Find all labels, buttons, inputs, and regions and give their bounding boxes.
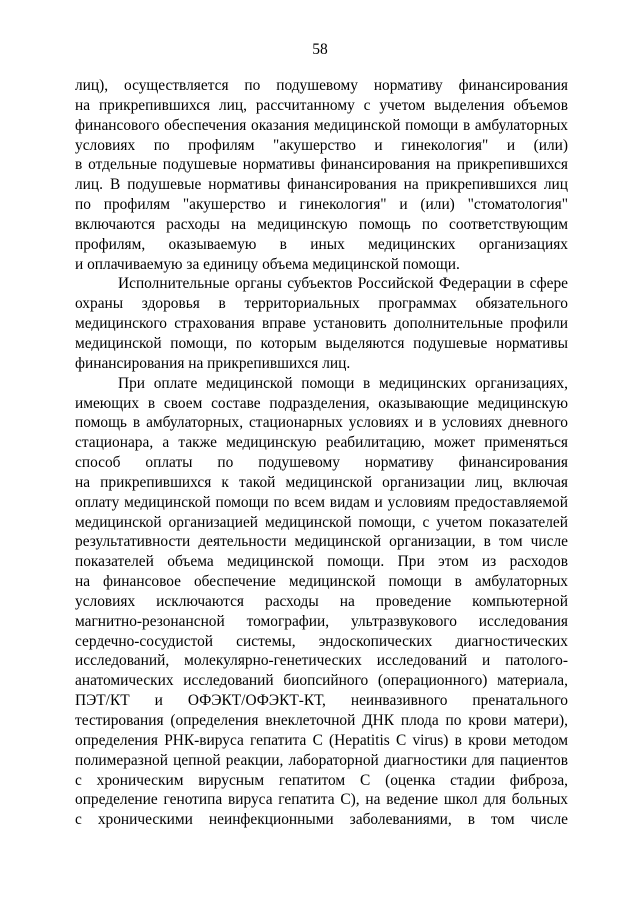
text-line: Исполнительные органы субъектов Российской Федерации в сфере [118, 275, 568, 293]
text-line: имеющих в своем составе подразделения, оказывающие медицинскую [75, 394, 568, 412]
text-line: с хроническими неинфекционными заболеваниями, в том числе [75, 811, 568, 829]
text-line: оплату медицинской помощи по всем видам и условиям предоставляемой [75, 493, 568, 511]
text-line: медицинского страхования вправе установить дополнительные профили [75, 315, 568, 333]
text-line: определения РНК-вируса гепатита С (Hepatitis C virus) в крови методом [75, 731, 568, 749]
paragraph-3 [75, 374, 568, 830]
text-line: тестирования (определения внеклеточной ДНК плода по крови матери), [75, 712, 568, 729]
body-text [75, 76, 568, 830]
text-line: ПЭТ/КТ и ОФЭКТ/ОФЭКТ-КТ, неинвазивного пренатального [75, 692, 568, 710]
page-number: 58 [312, 41, 328, 58]
text-line: результативности деятельности медицинской организации, в том числе [75, 533, 568, 551]
text-line: охраны здоровья в территориальных программах обязательного [75, 295, 568, 313]
text-line: финансирования на прикрепившихся лиц. [75, 354, 351, 372]
text-line: полимеразной цепной реакции, лабораторной диагностики для пациентов [75, 751, 568, 769]
text-line: медицинской организацией медицинской помощи, с учетом показателей [75, 513, 568, 531]
text-line: и оплачиваемую за единицу объема медицинской помощи. [75, 255, 460, 273]
text-line: сердечно-сосудистой системы, эндоскопических диагностических [75, 632, 568, 650]
text-line: финансового обеспечения оказания медицинской помощи в амбулаторных [75, 116, 568, 134]
text-line: лиц), осуществляется по подушевому нормативу финансирования [75, 77, 568, 94]
text-line: магнитно-резонансной томографии, ультразвукового исследования [75, 612, 568, 630]
text-line: способ оплаты по подушевому нормативу финансирования [75, 454, 568, 472]
text-line: в отдельные подушевые нормативы финансирования на прикрепившихся [75, 156, 568, 174]
text-line: на прикрепившихся лиц, рассчитанному с учетом выделения объемов [75, 96, 568, 114]
text-line: определение генотипа вируса гепатита С), на ведение школ для больных [75, 791, 568, 809]
text-line: лиц. В подушевые нормативы финансирования на прикрепившихся лиц [75, 176, 568, 194]
text-line: анатомических исследований биопсийного (операционного) материала, [75, 672, 568, 690]
text-line: условиях исключаются расходы на проведение компьютерной [75, 592, 568, 610]
text-line: включаются расходы на медицинскую помощь по соответствующим [75, 215, 568, 233]
text-line: показателей объема медицинской помощи. При этом из расходов [75, 553, 568, 571]
text-line: стационара, а также медицинскую реабилитацию, может применяться [75, 434, 568, 452]
text-line: исследований, молекулярно-генетических исследований и патолого- [75, 652, 568, 670]
text-line: помощь в амбулаторных, стационарных условиях и в условиях дневного [75, 414, 568, 432]
text-line: условиях по профилям "акушерство и гинекология" и (или) [75, 136, 568, 154]
paragraph-1 [75, 76, 568, 274]
text-line: При оплате медицинской помощи в медицинских организациях, [118, 374, 568, 392]
text-line: на прикрепившихся к такой медицинской организации лиц, включая [75, 473, 568, 491]
text-line: медицинской помощи, по которым выделяются подушевые нормативы [75, 334, 568, 352]
text-line: профилям, оказываемую в иных медицинских организациях [75, 235, 568, 253]
text-line: по профилям "акушерство и гинекология" и (или) "стоматология" [75, 196, 568, 214]
paragraph-2 [75, 274, 568, 373]
text-line: с хроническим вирусным гепатитом С (оценка стадии фиброза, [75, 771, 568, 789]
text-line: на финансовое обеспечение медицинской помощи в амбулаторных [75, 573, 568, 591]
